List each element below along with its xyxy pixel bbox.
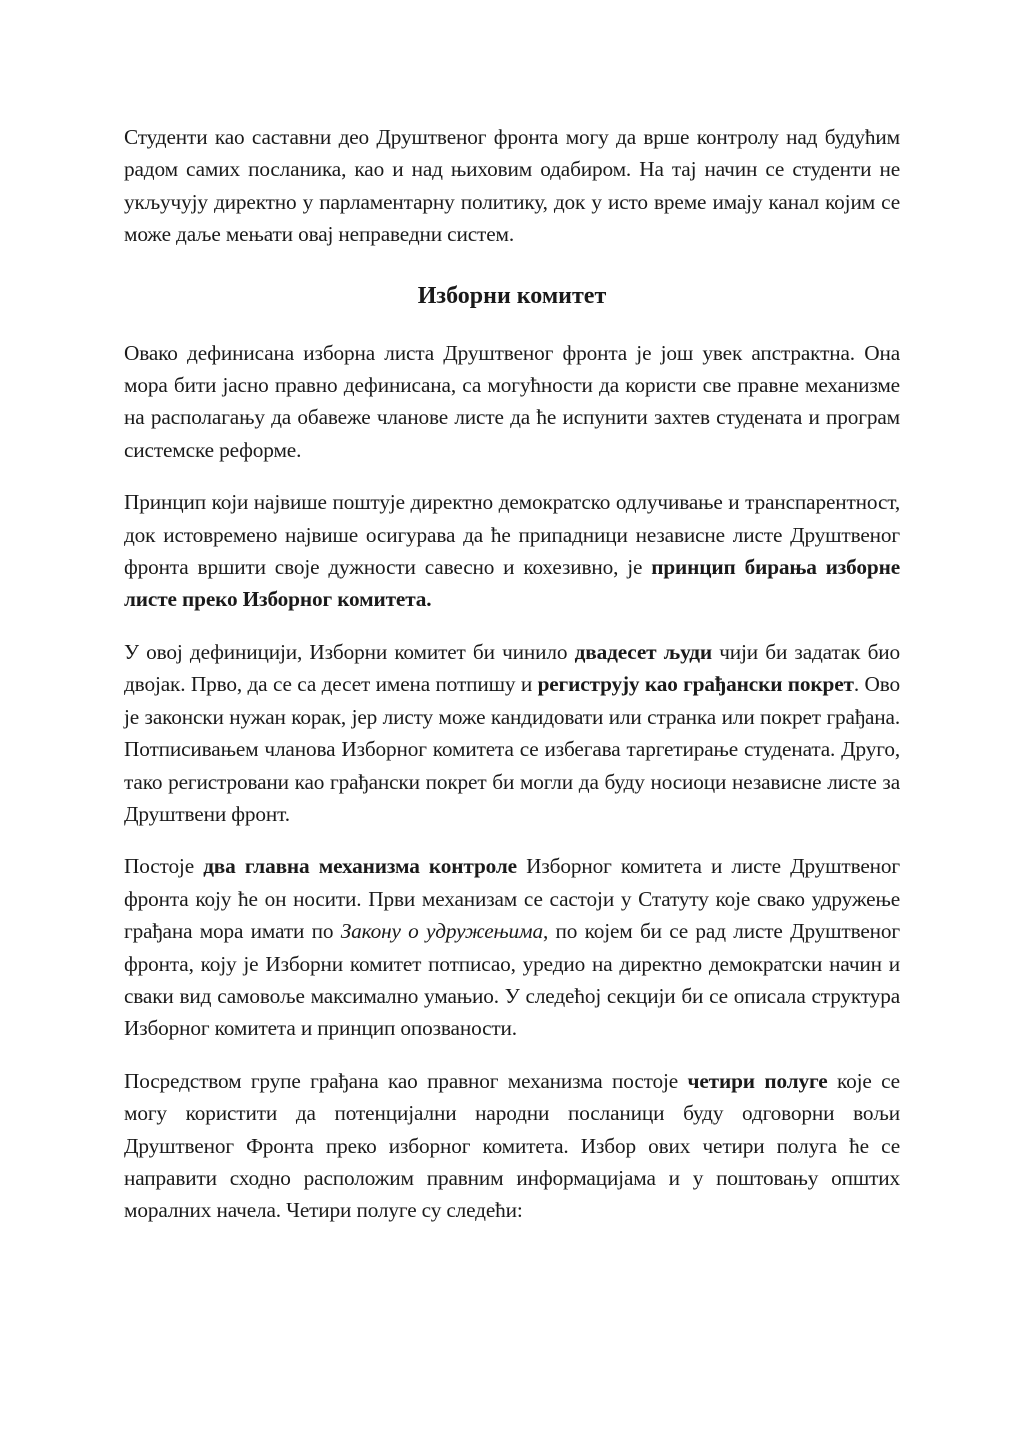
paragraph-text: Принцип који највише поштује директно демократско одлучивање и транспарентност, док истовремено највише осигурава да ће припадници независне листе Друштвеног фронта вршити своје дужности савесно и кохезивно, је: [124, 490, 900, 580]
paragraph-text: Постоје: [124, 854, 204, 879]
paragraph-text: Посредством групе грађана као правног механизма постоје: [124, 1068, 688, 1093]
paragraph-text: Изборног комитета и листе Друштвеног фронта коју ће он носити. Први механизам се састоји у Статуту које свако удружење грађана мора имати по: [124, 854, 900, 944]
bold-emphasis: четири полуге: [687, 1068, 828, 1093]
paragraph-committee-definition: [124, 636, 900, 830]
bold-emphasis: принцип бирања изборне листе преко Изборног комитета.: [124, 555, 901, 612]
paragraph-definition: Овако дефинисана изборна листа Друштвеног фронта је још увек апстрактна. Она мора бити јасно правно дефинисана, са могућности да користи све правне механизме на располагању да обавеже чланове листе да ће испунити захтев студената и програм системске реформе.: [124, 340, 900, 462]
bold-emphasis: двадесет људи: [574, 639, 713, 664]
bold-emphasis: региструју као грађански покрет: [537, 672, 854, 697]
paragraph-text: , по којем би се рад листе Друштвеног фронта, коју је Изборни комитет потписао, уредио на директно демократски начин и сваки вид самовоље максимално умањио. У следећој секцији би се описала структура Изборног комитета и принцип опозваности.: [124, 919, 900, 1041]
section-heading: Изборни комитет: [417, 282, 607, 309]
paragraph-principle: [124, 486, 900, 616]
paragraph-text: чији би задатак био двојак. Прво, да се са десет имена потпишу и: [124, 639, 900, 697]
paragraph-text: које се могу користити да потенцијални народни посланици буду одговорни вољи Друштвеног Фронта преко изборног комитета. Избор ових четири полуга ће се направити сходно расположим правним информацијама и у поштовању општих моралних начела. Четири полуге су следећи:: [124, 1068, 900, 1223]
italic-law-title: Закону о удружењима: [340, 919, 543, 944]
paragraph-text: . Ово је законски нужан корак, јер листу може кандидовати или странка или покрет грађана. Потписивањем чланова Изборног комитета се избегава таргетирање студената. Друго, тако регистровани као грађански покрет би могли да буду носиоци независне листе за Друштвени фронт.: [124, 672, 900, 826]
document-page: [124, 121, 900, 1247]
paragraph-four-levers: [124, 1065, 900, 1227]
paragraph-text: У овој дефиницији, Изборни комитет би чинило: [124, 639, 575, 664]
paragraph-control-mechanisms: [124, 850, 900, 1044]
bold-emphasis: два главна механизма контроле: [203, 854, 517, 879]
intro-paragraph: Студенти као саставни део Друштвеног фронта могу да врше контролу над будућим радом самих посланика, као и над њиховим одабиром. На тај начин се студенти не укључују директно у парламентарну политику, док у исто време имају канал којим се може даље мењати овај неправедни систем.: [124, 125, 900, 247]
